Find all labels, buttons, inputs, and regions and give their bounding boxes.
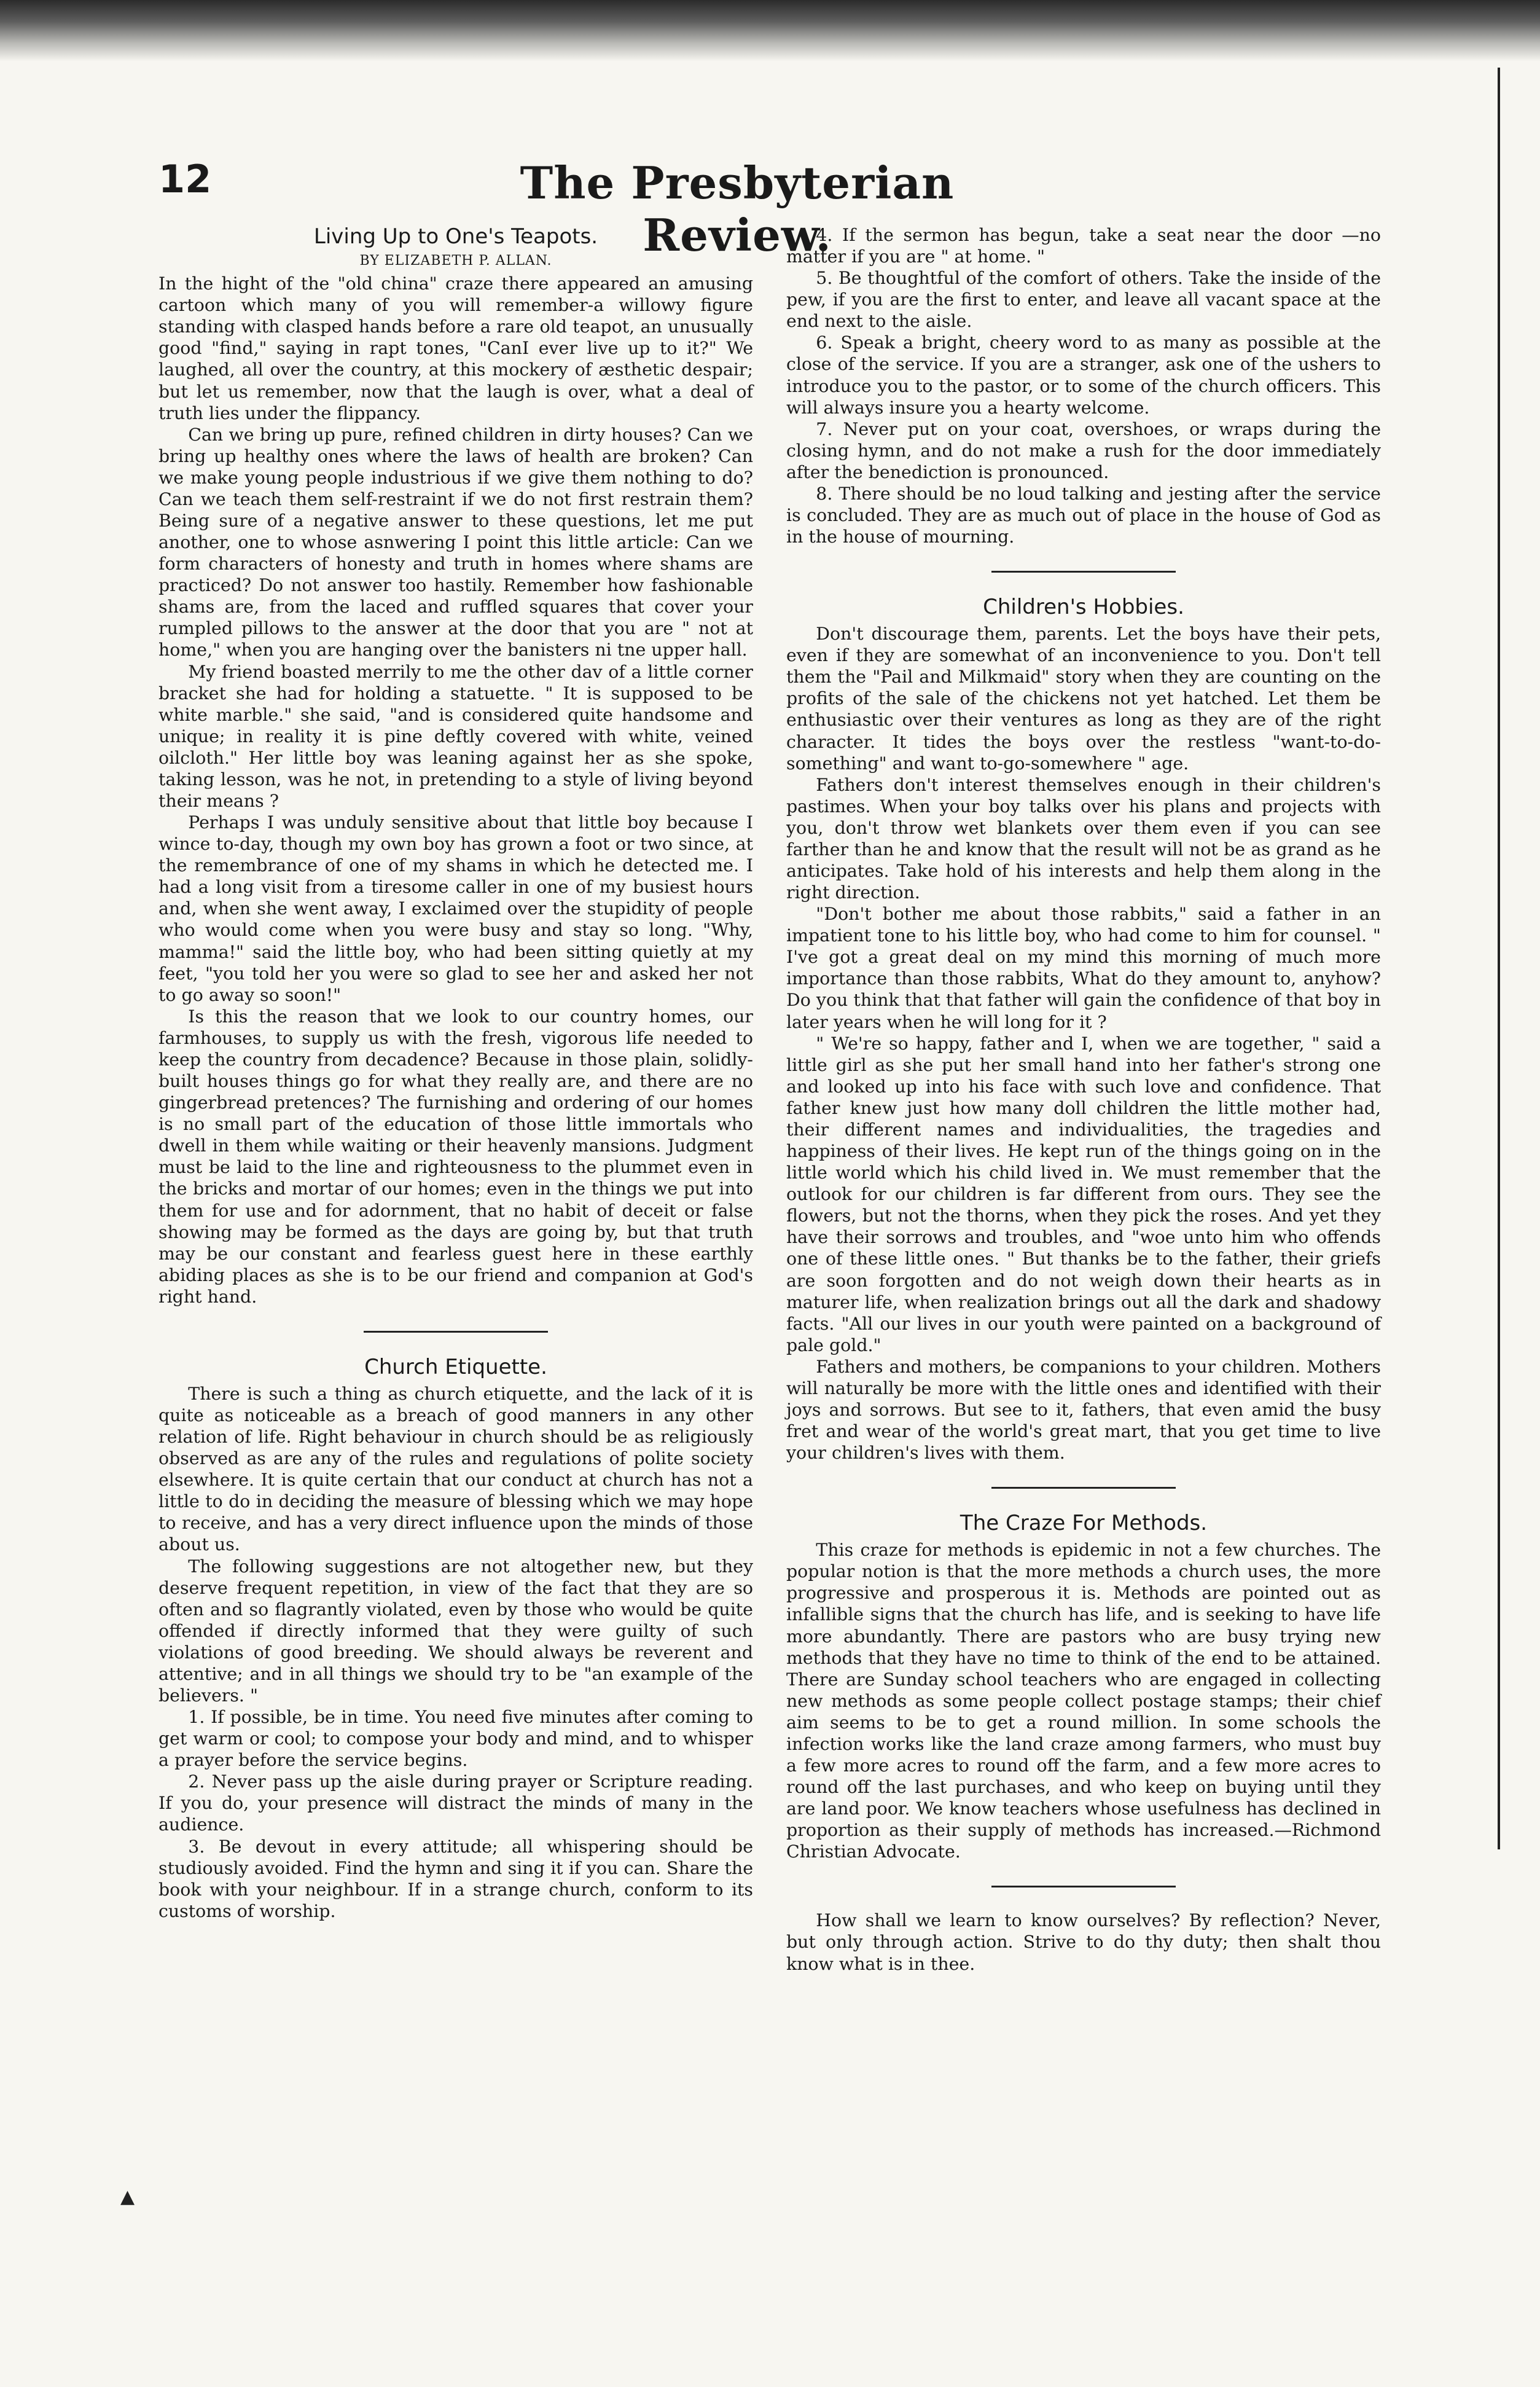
article-title: Children's Hobbies. [983, 595, 1184, 620]
masthead-title: The Presbyterian Review. [520, 157, 955, 261]
article-paragraph: In the hight of the "old china" craze there appeared an amusing cartoon which many of you will remember-a willowy figure standing with clasped hands before a rare old teapot, an unusually good "find," saying in rapt tones, "CanI ever live up to it?" We laughed, all over the country, at this mockery of æsthetic despair; but let us remember, now that the laugh is over, what a deal of truth lies under the flippancy. [158, 273, 753, 423]
article-byline: BY ELIZABETH P. ALLAN. [359, 253, 552, 268]
page-edge-rule [1498, 68, 1500, 1849]
article-paragraph: 1. If possible, be in time. You need five minutes after coming to get warm or cool; to compose your body and mind, and to whisper a prayer before the service begins. [158, 1707, 753, 1771]
closing-note: How shall we learn to know ourselves? By reflection? Never, but only through action. Strive to do thy duty; then shalt thou know what is in thee. [786, 1910, 1381, 1974]
article-paragraph: Perhaps I was unduly sensitive about that little boy because I wince to-day, though my own boy has grown a foot or two since, at the remembrance of one of my shams in which he detected me. I had a long visit from a tiresome caller in one of my busiest hours and, when she went away, I exclaimed over the stupidity of people who would come when you were busy and stay so long. "Why, mamma!" said the little boy, who had been sitting quietly at my feet, "you told her you were so glad to see her and asked her not to go away so soon!" [158, 812, 753, 1005]
article-paragraph: 3. Be devout in every attitude; all whispering should be studiously avoided. Find the hymn and sing it if you can. Share the book with your neighbour. If in a strange church, conform to its customs of worship. [158, 1836, 753, 1921]
article-paragraph: Don't discourage them, parents. Let the boys have their pets, even if they are somewhat of an inconvenience to you. Don't tell them the "Pail and Milkmaid" story when they are counting on the profits of the sale of the chickens not yet hatched. Let them be enthusiastic over their ventures as long as they are of the right character. It tides the boys over the restless "want-to-do-something" and want to-go-somewhere " age. [786, 624, 1381, 774]
article-paragraph: 4. If the sermon has begun, take a seat near the door —no matter if you are " at home. " [786, 225, 1381, 267]
article-title: Living Up to One's Teapots. [313, 224, 598, 249]
article-teapots [158, 224, 753, 1307]
article-divider [991, 571, 1176, 573]
article-church-etiquette-continued [786, 224, 1381, 547]
article-paragraph: " We're so happy, father and I, when we are together, " said a little girl as she put her small hand into her father's strong one and looked up into his face with such love and confidence. That father knew just how many doll children the little mother had, their different names and individualities, the tragedies and happiness of their lives. He kept run of the things going on in the little world which his child lived in. We must remember that the outlook for our children is far different from ours. They see the flowers, but not the thorns, when they pick the roses. And yet they have their sorrows and troubles, and "woe unto him who offends one of these little ones. " But thanks be to the father, their griefs are soon forgotten and do not weigh down their hearts as in maturer life, when realization brings out all the dark and shadowy facts. "All our lives in our youth were painted on a background of pale gold." [786, 1033, 1381, 1355]
article-paragraph: Can we bring up pure, refined children in dirty houses? Can we bring up healthy ones where the laws of health are broken? Can we make young people industrious if we give them nothing to do? Can we teach them self-restraint if we do not first restrain them? Being sure of a negative answer to these questions, let me put another, one to whose asnwering I point this little article: Can we form characters of honesty and truth in homes where shams are practiced? Do not answer too hastily. Remember how fashionable shams are, from the laced and ruffled squares that cover your rumpled pillows to the answer at the door that you are " not at home," when you are hanging over the banisters ni tne upper hall. [158, 424, 753, 660]
article-craze-for-methods [786, 1511, 1381, 1862]
article-paragraph: Fathers and mothers, be companions to your children. Mothers will naturally be more with the little ones and identified with their joys and sorrows. But see to it, fathers, that even amid the busy fret and wear of the world's great mart, that you get time to live your children's lives with them. [786, 1356, 1381, 1464]
article-title: The Craze For Methods. [960, 1511, 1208, 1536]
scan-border [0, 0, 1540, 61]
article-paragraph: 6. Speak a bright, cheery word to as many as possible at the close of the service. If you are a stranger, ask one of the ushers to introduce you to the pastor, or to some of the church officers. This will always insure you a hearty welcome. [786, 332, 1381, 418]
article-paragraph: 2. Never pass up the aisle during prayer or Scripture reading. If you do, your presence will distract the minds of many in the audience. [158, 1771, 753, 1835]
left-column [158, 224, 753, 1922]
article-paragraph: There is such a thing as church etiquette, and the lack of it is quite as noticeable as a breach of good manners in any other relation of life. Right behaviour in church should be as religiously observed as are any of the rules and regulations of polite society elsewhere. It is quite certain that our conduct at church has not a little to do in deciding the measure of blessing which we may hope to receive, and has a very direct influence upon the minds of those about us. [158, 1383, 753, 1555]
article-paragraph: "Don't bother me about those rabbits," said a father in an impatient tone to his little boy, who had come to him for counsel. " I've got a great deal on my mind this morning of much more importance than those rabbits, What do they amount to, anyhow? Do you think that that father will gain the confidence of that boy in later years when he will long for it ? [786, 904, 1381, 1032]
article-paragraph: My friend boasted merrily to me the other dav of a little corner bracket she had for holding a statuette. " It is supposed to be white marble." she said, "and is considered quite handsome and unique; in reality it is pine deftly covered with white, veined oilcloth." Her little boy was leaning against her as she spoke, taking lesson, was he not, in pretending to a style of living beyond their means ? [158, 661, 753, 812]
article-paragraph: This craze for methods is epidemic in not a few churches. The popular notion is that the more methods a church uses, the more progressive and prosperous it is. Methods are pointed out as infallible signs that the church has life, and is seeking to have life more abundantly. There are pastors who are busy trying new methods that they have no time to think of the end to be attained. There are Sunday school teachers who are engaged in collecting new methods as some people collect postage stamps; their chief aim seems to be to get a round million. In some schools the infection works like the land craze among farmers, who must buy a few more acres to round off the farm, and a few more acres to round off the last purchases, and who keep on buying until they are land poor. We know teachers whose usefulness has declined in proportion as their supply of methods has increased.—Richmond Christian Advocate. [786, 1540, 1381, 1862]
article-paragraph: Fathers don't interest themselves enough in their children's pastimes. When your boy talks over his plans and projects with you, don't throw wet blankets over them even if you can see farther than he and know that the result will not be as grand as he anticipates. Take hold of his interests and help them along in the right direction. [786, 774, 1381, 903]
article-paragraph: Is this the reason that we look to our country homes, our farmhouses, to supply us with the fresh, vigorous life needed to keep the country from decadence? Because in those plain, solidly-built houses things go for what they really are, and there are no gingerbread pretences? The furnishing and ordering of our homes is no small part of the education of those little immortals who dwell in them while waiting or their heavenly mansions. Judgment must be laid to the line and righteousness to the plummet even in the bricks and mortar of our homes; even in the things we put into them for use and for adornment, that no habit of deceit or false showing may be formed as the days are going by, but that truth may be our constant and fearless guest here in these earthly abiding places as she is to be our friend and companion at God's right hand. [158, 1006, 753, 1307]
article-paragraph: 7. Never put on your coat, overshoes, or wraps during the closing hymn, and do not make a rush for the door immediately after the benediction is pronounced. [786, 418, 1381, 482]
article-paragraph: The following suggestions are not altogether new, but they deserve frequent repetition, in view of the fact that they are so often and so flagrantly violated, even by those who would be quite offended if directly informed that they were guilty of such violations of good breeding. We should always be reverent and attentive; and in all things we should try to be "an example of the believers. " [158, 1556, 753, 1706]
page-number: 12 [158, 157, 212, 202]
article-church-etiquette [158, 1355, 753, 1922]
article-divider [364, 1331, 548, 1333]
article-title: Church Etiquette. [364, 1354, 547, 1379]
right-column [786, 224, 1381, 1975]
article-paragraph: 5. Be thoughtful of the comfort of others. Take the inside of the pew, if you are the first to enter, and leave all vacant space at the end next to the aisle. [786, 268, 1381, 332]
article-divider [991, 1886, 1176, 1887]
article-paragraph: 8. There should be no loud talking and jesting after the service is concluded. They are as much out of place in the house of God as in the house of mourning. [786, 483, 1381, 547]
article-divider [991, 1487, 1176, 1489]
triangle-mark-icon: ▲ [120, 2186, 135, 2208]
article-childrens-hobbies [786, 595, 1381, 1464]
